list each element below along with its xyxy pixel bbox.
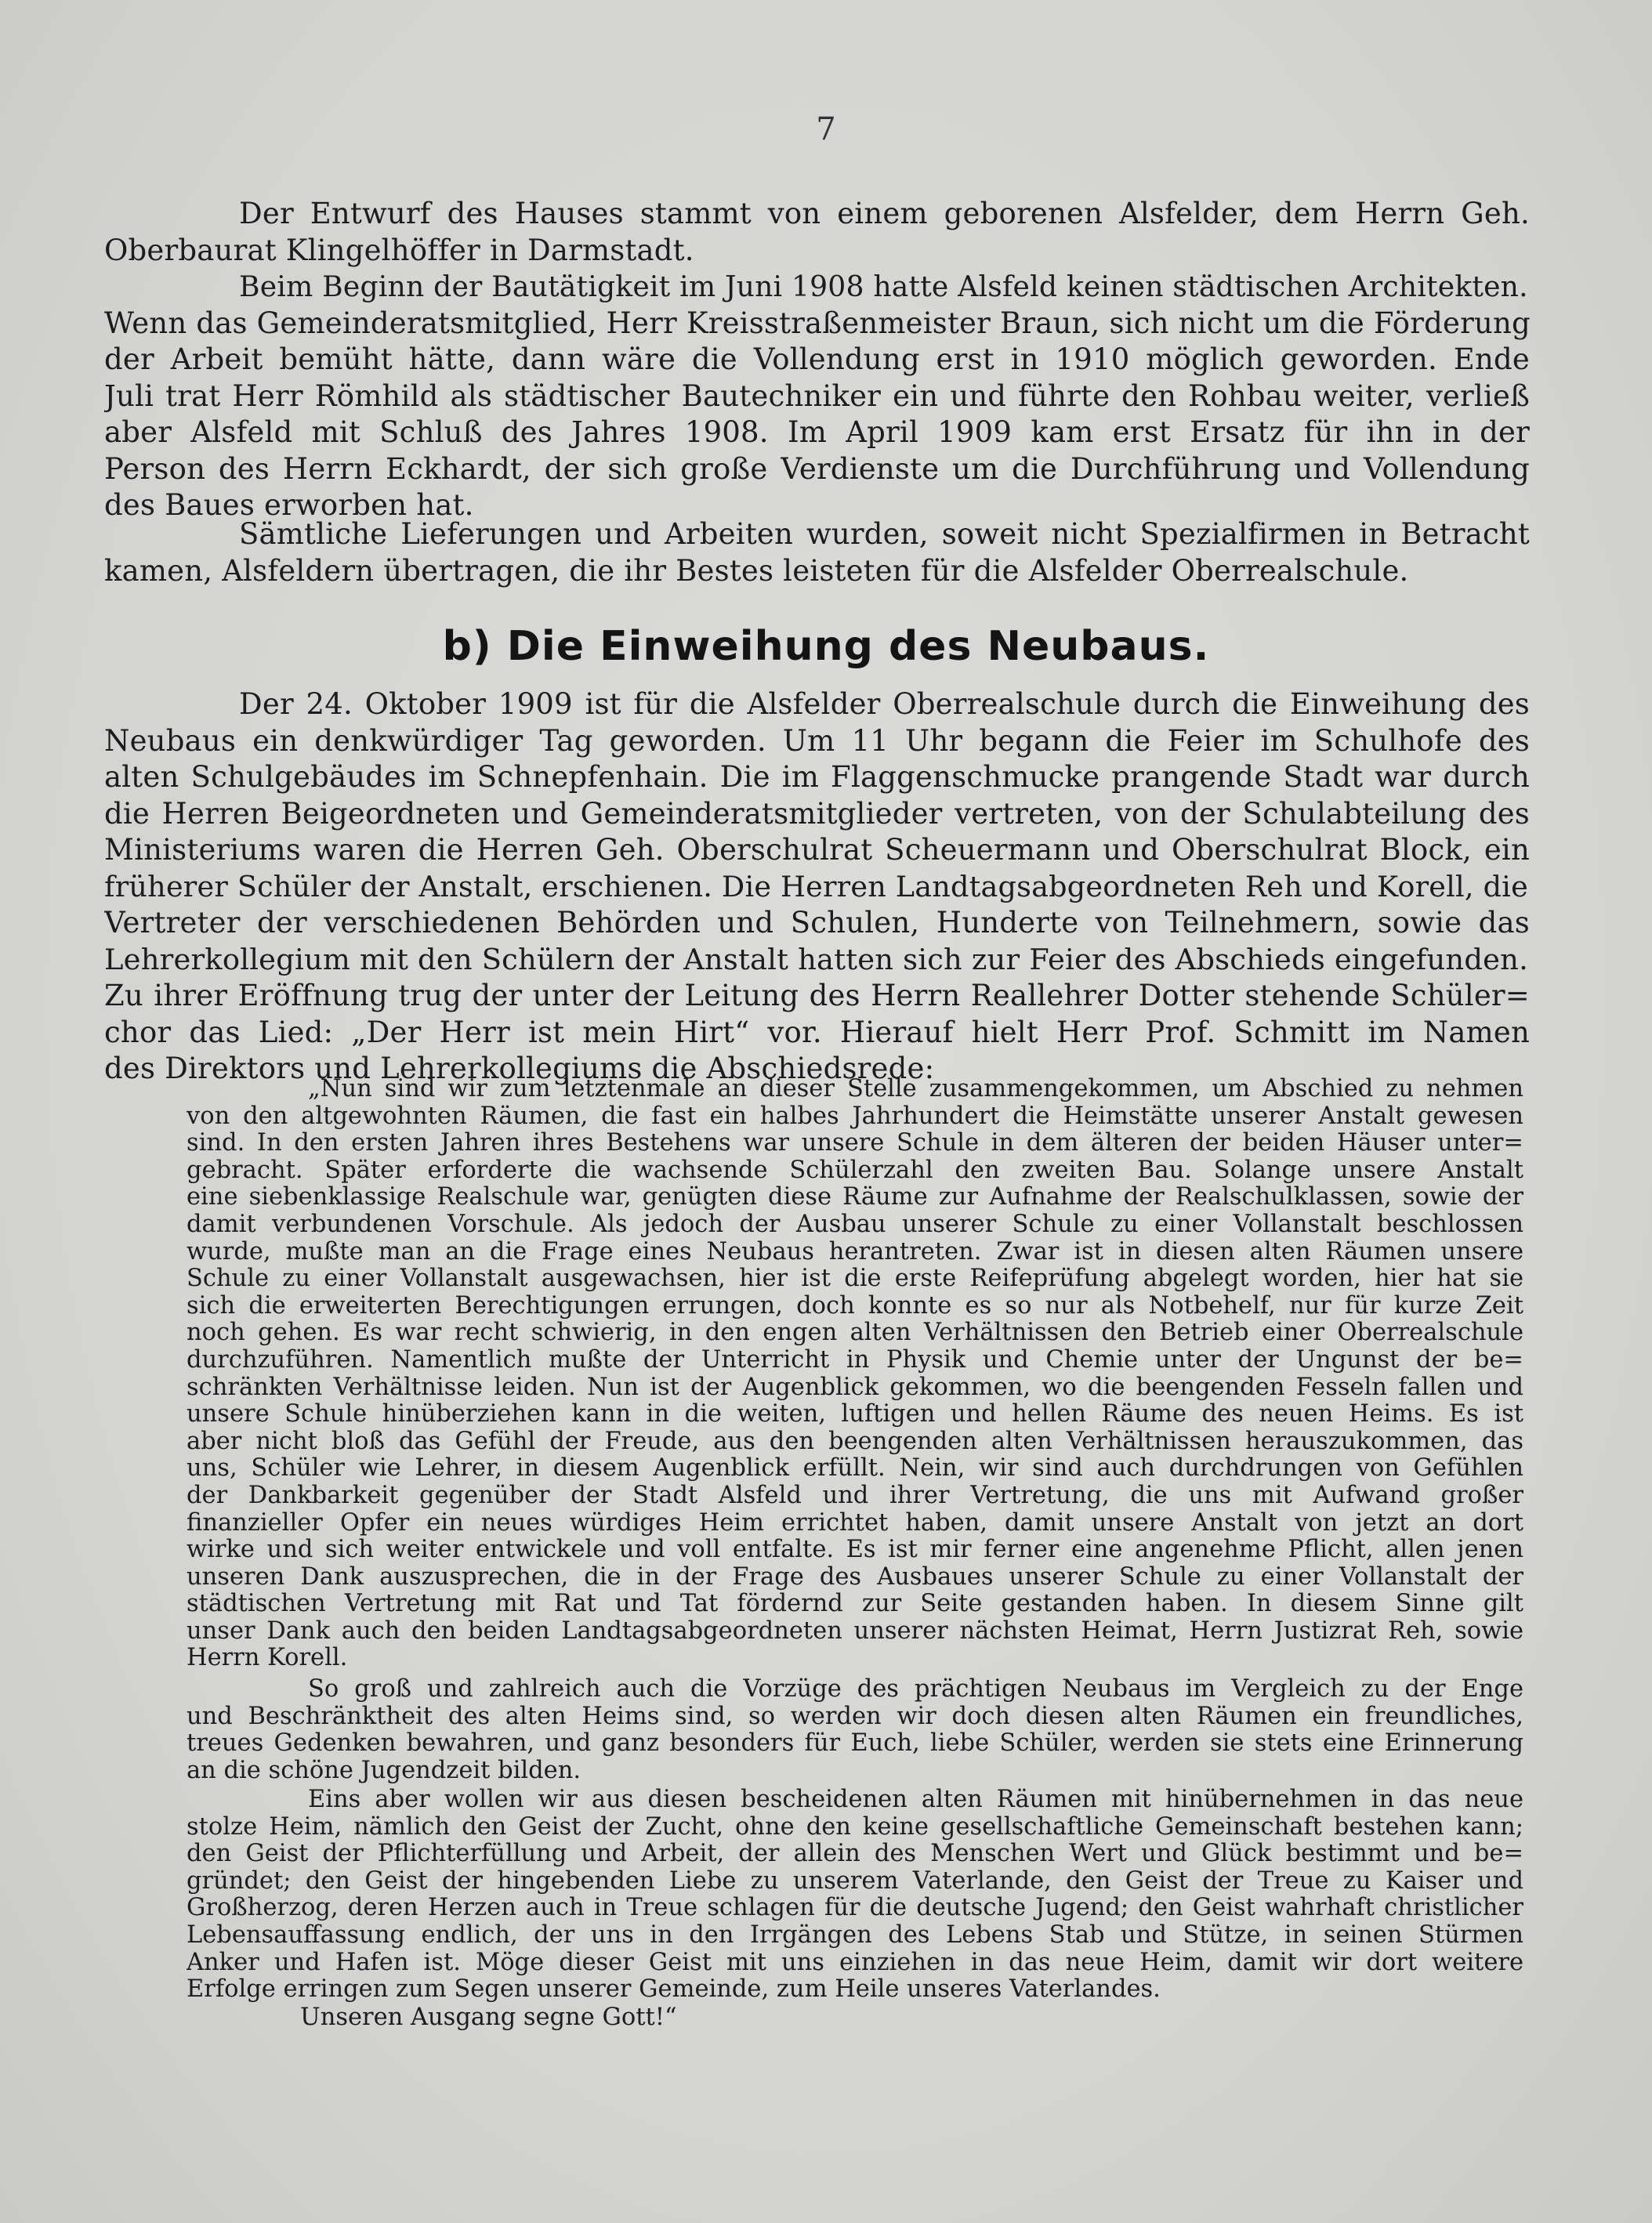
page-number: 7 xyxy=(816,111,836,147)
text-line: Oberbaurat Klingelhöffer in Darmstadt. xyxy=(104,233,694,267)
text-line: alten Schulgebäudes im Schnepfenhain. Die im Flaggenschmucke prangende Stadt war durch xyxy=(104,760,1530,794)
text-line: Der Entwurf des Hauses stammt von einem geborenen Alsfelder, dem Herrn Geh. xyxy=(239,197,1530,230)
speech-memory xyxy=(187,1676,1527,1784)
speech-closing xyxy=(187,2004,1527,2032)
text-line: „Nun sind wir zum letztenmale an dieser Stelle zusammengekommen, um Abschied zu nehmen xyxy=(308,1076,1523,1102)
text-line: Herrn Korell. xyxy=(187,1645,348,1672)
text-line: des Direktors und Lehrerkollegiums die Abschiedsrede: xyxy=(104,1052,935,1085)
text-line: und Beschränktheit des alten Heims sind, so werden wir doch diesen alten Räumen ein freundliches, xyxy=(187,1703,1523,1730)
text-line: Zu ihrer Eröffnung trug der unter der Leitung des Herrn Reallehrer Dotter stehende Schüler= xyxy=(104,979,1530,1012)
text-line: schränkten Verhältnisse leiden. Nun ist der Augenblick gekommen, wo die beengenden Fesseln fallen und xyxy=(187,1374,1523,1401)
text-line: des Baues erworben hat. xyxy=(104,488,474,522)
text-line: wurde, mußte man an die Frage eines Neubaus herantreten. Zwar ist in diesen alten Räumen unsere xyxy=(187,1238,1523,1265)
text-line: Anker und Hafen ist. Möge dieser Geist mit uns einziehen in das neue Heim, damit wir dort weitere xyxy=(187,1949,1523,1976)
text-line: Juli trat Herr Römhild als städtischer Bautechniker ein und führte den Rohbau weiter, verließ xyxy=(104,378,1530,413)
text-line: Neubaus ein denkwürdiger Tag geworden. Um 11 Uhr begann die Feier im Schulhofe des xyxy=(104,723,1530,758)
text-line: Beim Beginn der Bautätigkeit im Juni 1908 hatte Alsfeld keinen städtischen Architekten. xyxy=(239,270,1528,303)
text-line: uns, Schüler wie Lehrer, in diesem Augenblick erfüllt. Nein, wir sind auch durchdrungen von Gefühlen xyxy=(187,1455,1523,1483)
text-line: unser Dank auch den beiden Landtagsabgeordneten unserer nächsten Heimat, Herrn Justizrat Reh, sowie xyxy=(187,1617,1523,1645)
text-line: Eins aber wollen wir aus diesen bescheidenen alten Räumen mit hinübernehmen in das neue xyxy=(308,1787,1523,1813)
text-line: Ministeriums waren die Herren Geh. Oberschulrat Scheuermann und Oberschulrat Block, ein xyxy=(104,833,1530,867)
text-line: damit verbundenen Vorschule. Als jedoch der Ausbau unserer Schule zu einer Vollanstalt beschlossen xyxy=(187,1211,1523,1238)
text-line: noch gehen. Es war recht schwierig, in den engen alten Verhältnissen den Betrieb einer Oberrealschule xyxy=(187,1320,1523,1347)
text-line: So groß und zahlreich auch die Vorzüge des prächtigen Neubaus im Vergleich zu der Enge xyxy=(308,1676,1523,1703)
text-line: Schule zu einer Vollanstalt ausgewachsen, hier ist die erste Reifeprüfung abgelegt worden, hier hat sie xyxy=(187,1265,1523,1293)
text-line: städtischen Vertretung mit Rat und Tat fördernd zur Seite gestanden haben. In diesem Sinne gilt xyxy=(187,1591,1523,1618)
text-line: früherer Schüler der Anstalt, erschienen. Die Herren Landtagsabgeordneten Reh und Korell, die xyxy=(104,869,1528,903)
text-line: Der 24. Oktober 1909 ist für die Alsfelder Oberrealschule durch die Einweihung des xyxy=(239,687,1530,721)
text-line: Person des Herrn Eckhardt, der sich große Verdienste um die Durchführung und Vollendung xyxy=(104,451,1530,486)
text-line: der Arbeit bemüht hätte, dann wäre die Vollendung erst in 1910 möglich geworden. Ende xyxy=(104,342,1530,376)
text-line: gebracht. Später erforderte die wachsende Schülerzahl den zweiten Bau. Solange unsere Anstalt xyxy=(187,1157,1523,1184)
text-line: Sämtliche Lieferungen und Arbeiten wurden, soweit nicht Spezialfirmen in Betracht xyxy=(239,517,1530,551)
text-line: Unseren Ausgang segne Gott!“ xyxy=(300,2004,677,2031)
text-line: an die schöne Jugendzeit bilden. xyxy=(187,1757,581,1784)
text-line: die Herren Beigeordneten und Gemeinderatsmitglieder vertreten, von der Schulabteilung des xyxy=(104,796,1530,831)
text-line: Großherzog, deren Herzen auch in Treue schlagen für die deutsche Jugend; den Geist wahrhaft christlicher xyxy=(187,1895,1523,1922)
text-line: Lehrerkollegium mit den Schülern der Anstalt hatten sich zur Feier des Abschieds eingefunden. xyxy=(104,942,1529,976)
paragraph-architect xyxy=(104,196,1533,269)
text-line: Vertreter der verschiedenen Behörden und Schulen, Hunderte von Teilnehmern, sowie das xyxy=(104,906,1530,940)
text-line: sind. In den ersten Jahren ihres Bestehens war unsere Schule in dem älteren der beiden Häuser unter= xyxy=(187,1130,1523,1157)
text-line: von den altgewohnten Räumen, die fast ein halbes Jahrhundert die Heimstätte unserer Anstalt gewesen xyxy=(187,1102,1523,1130)
text-line: sich die erweiterten Berechtigungen errungen, doch konnte es so nur als Notbehelf, nur für kurze Zeit xyxy=(187,1292,1523,1320)
text-line: kamen, Alsfeldern übertragen, die ihr Bestes leisteten für die Alsfelder Oberrealschule. xyxy=(104,553,1409,588)
paragraph-inauguration xyxy=(104,686,1533,1088)
text-line: unsere Schule hinüberziehen kann in die weiten, luftigen und hellen Räume des neuen Heims. Es ist xyxy=(187,1401,1523,1428)
text-line: chor das Lied: „Der Herr ist mein Hirt“ vor. Hierauf hielt Herr Prof. Schmitt im Namen xyxy=(104,1015,1530,1049)
text-line: aber Alsfeld mit Schluß des Jahres 1908. Im April 1909 kam erst Ersatz für ihn in der xyxy=(104,415,1530,449)
text-line: stolze Heim, nämlich den Geist der Zucht, ohne den keine gesellschaftliche Gemeinschaft bestehen kann; xyxy=(187,1813,1523,1841)
text-line: der Dankbarkeit gegenüber der Stadt Alsfeld und ihrer Vertretung, die uns mit Aufwand großer xyxy=(187,1482,1523,1509)
text-line: den Geist der Pflichterfüllung und Arbeit, der allein des Menschen Wert und Glück bestimmt und be= xyxy=(187,1841,1523,1868)
text-line: unseren Dank auszusprechen, die in der Frage des Ausbaues unserer Schule zu einer Vollanstalt der xyxy=(187,1563,1523,1591)
text-line: Lebensauffassung endlich, der uns in den Irrgängen des Lebens Stab und Stütze, in seinen Stürmen xyxy=(187,1921,1523,1949)
text-line: durchzuführen. Namentlich mußte der Unterricht in Physik und Chemie unter der Ungunst der be= xyxy=(187,1346,1523,1374)
text-line: Wenn das Gemeinderatsmitglied, Herr Kreisstraßenmeister Braun, sich nicht um die Förderung xyxy=(104,306,1531,340)
speech-spirit xyxy=(187,1787,1527,2004)
paragraph-deliveries xyxy=(104,516,1533,589)
text-line: Erfolge erringen zum Segen unserer Gemeinde, zum Heile unseres Vaterlandes. xyxy=(187,1976,1161,2004)
section-heading: b) Die Einweihung des Neubaus. xyxy=(442,623,1210,670)
text-line: finanzieller Opfer ein neues würdiges Heim errichtet haben, damit unsere Anstalt von jetzt an dort xyxy=(187,1509,1523,1537)
text-line: eine siebenklassige Realschule war, genügten diese Räume zur Aufnahme der Realschulklassen, sowie der xyxy=(187,1184,1523,1211)
text-line: gründet; den Geist der hingebenden Liebe zu unserem Vaterlande, den Geist der Treue zu Kaiser und xyxy=(187,1867,1523,1895)
text-line: treues Gedenken bewahren, und ganz besonders für Euch, liebe Schüler, werden sie stets eine Erinnerung xyxy=(187,1730,1523,1758)
text-line: wirke und sich weiter entwickele und voll entfalte. Es ist mir ferner eine angenehme Pflicht, allen jenen xyxy=(187,1537,1523,1564)
speech-farewell xyxy=(187,1076,1527,1672)
paragraph-construction xyxy=(104,269,1533,524)
text-line: aber nicht bloß das Gefühl der Freude, aus den beengenden alten Verhältnissen herauszukommen, das xyxy=(187,1428,1523,1455)
